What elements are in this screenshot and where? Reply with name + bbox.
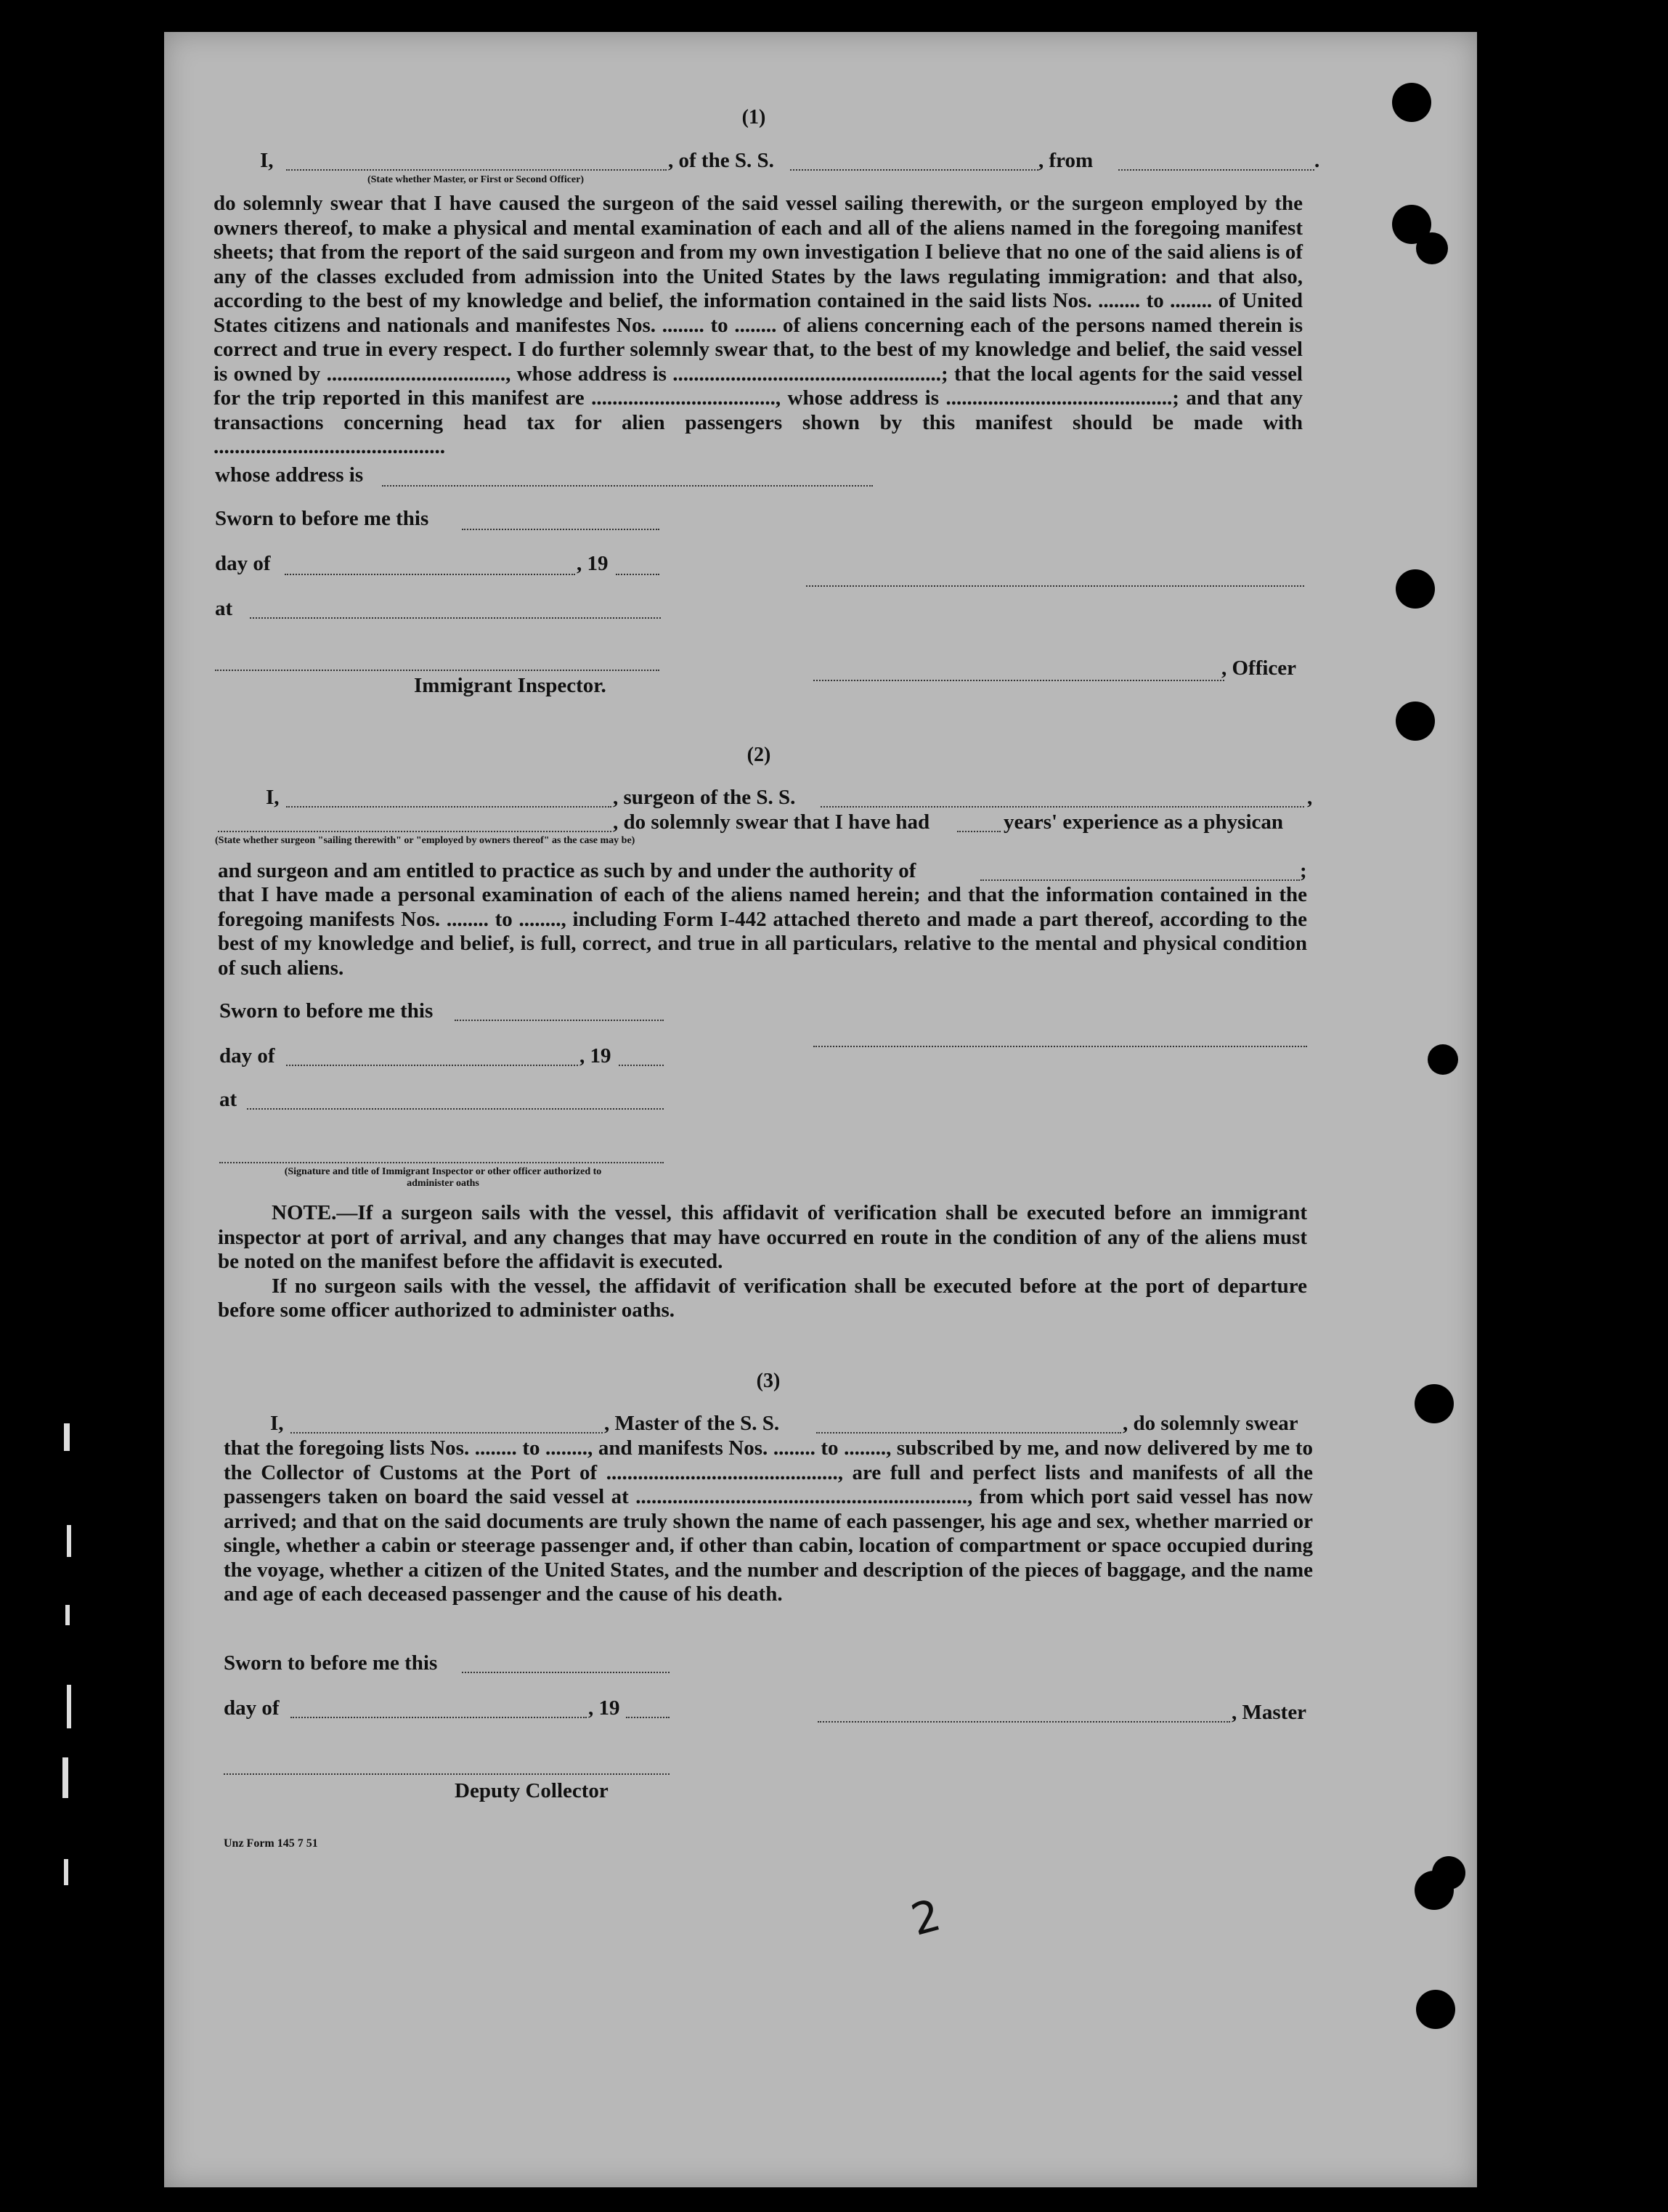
years-experience-field[interactable]	[957, 831, 1001, 832]
sworn-year-field-2[interactable]	[619, 1065, 664, 1066]
punch-hole	[1416, 232, 1448, 264]
sworn-day-field-1[interactable]	[462, 529, 659, 530]
film-edge-mark	[67, 1685, 71, 1728]
at-label-1: at	[215, 597, 233, 620]
sworn-year-field-1[interactable]	[616, 574, 659, 575]
officer-signature-line-2[interactable]	[813, 680, 1224, 681]
punch-hole	[1432, 1856, 1465, 1890]
sworn-day-field-3[interactable]	[462, 1672, 670, 1673]
punch-hole	[1416, 1990, 1455, 2029]
from-port-field[interactable]	[1118, 169, 1314, 171]
day-of-label-3: day of	[224, 1696, 280, 1720]
note-text	[218, 1201, 1307, 1323]
head-tax-address-field[interactable]	[382, 485, 873, 487]
note-paragraph-1: NOTE.—If a surgeon sails with the vessel, this affidavit of verification shall be executed before an immigrant inspector at port of arrival, and any changes that may have occurred en route in the condition of any of the aliens must be noted on the manifest before the affidavit is executed.	[218, 1201, 1307, 1273]
years-experience-label: years' experience as a physican	[1004, 810, 1284, 834]
section-1-number: (1)	[741, 106, 766, 129]
punch-hole	[1392, 83, 1431, 122]
punch-hole	[1396, 569, 1435, 609]
section-2-comma: ,	[1307, 786, 1313, 809]
sworn-label-1: Sworn to before me this	[215, 507, 429, 530]
authority-label: and surgeon and am entitled to practice as such by and under the authority of	[218, 859, 916, 882]
sworn-year-field-3[interactable]	[626, 1717, 670, 1718]
year-label-2: , 19	[579, 1044, 611, 1068]
form-number: Unz Form 145 7 51	[224, 1837, 318, 1850]
surgeon-of-ss-label: , surgeon of the S. S.	[613, 786, 796, 809]
year-label-1: , 19	[577, 552, 609, 575]
film-edge-mark	[65, 1605, 70, 1625]
section-3-oath-text	[224, 1436, 1313, 1607]
film-edge-mark	[67, 1525, 71, 1557]
sworn-label-3: Sworn to before me this	[224, 1651, 438, 1675]
sworn-place-field-1[interactable]	[250, 617, 661, 619]
section-2-oath-text	[218, 883, 1307, 980]
master-signature-line[interactable]	[818, 1721, 1230, 1723]
authority-semicolon: ;	[1300, 859, 1307, 882]
section-3-number: (3)	[756, 1370, 781, 1392]
section-1-i-label: I,	[260, 149, 274, 172]
sworn-day-field-2[interactable]	[455, 1020, 664, 1021]
section-1-oath-text	[213, 192, 1303, 460]
inspector-signature-line[interactable]	[215, 670, 659, 671]
sworn-month-field-3[interactable]	[290, 1717, 587, 1718]
sworn-label-2: Sworn to before me this	[219, 999, 434, 1022]
master-swear-label: , do solemnly swear	[1123, 1412, 1298, 1435]
sworn-month-field-1[interactable]	[285, 574, 575, 575]
section-2-number: (2)	[746, 744, 771, 766]
whose-address-label: whose address is	[215, 463, 364, 487]
officer-title-field[interactable]	[286, 169, 667, 171]
year-label-3: , 19	[588, 1696, 620, 1720]
vessel-name-field[interactable]	[790, 169, 1038, 171]
punch-hole	[1415, 1384, 1454, 1423]
day-of-label-2: day of	[219, 1044, 275, 1068]
day-of-label-1: day of	[215, 552, 271, 575]
administering-officer-signature-line[interactable]	[219, 1162, 664, 1163]
section-3-i-label: I,	[270, 1412, 284, 1435]
handwritten-page-number: 2	[906, 1890, 946, 1946]
surgeon-name-field[interactable]	[286, 806, 611, 808]
film-edge-mark	[64, 1423, 70, 1451]
section-1-period: .	[1314, 149, 1320, 172]
punch-hole	[1396, 702, 1435, 741]
section-2-body: that I have made a personal examination of each of the aliens named herein; and that the information contained in the foregoing manifests Nos. ........ to ........, including Form I-442 attached thereto and made a part thereof, according to the best of my knowledge and belief, is full, correct, and true in all particulars, relative to the mental and physical condition of such aliens.	[218, 883, 1307, 980]
officer-label: , Officer	[1221, 656, 1297, 680]
note-paragraph-2: If no surgeon sails with the vessel, the affidavit of verification shall be executed before at the port of departure before some officer authorized to administer oaths.	[218, 1274, 1307, 1322]
punch-hole	[1428, 1044, 1458, 1075]
section-2-i-label: I,	[266, 786, 280, 809]
section-3-body: that the foregoing lists Nos. ........ to ........, and manifests Nos. ........ to ........, subscribed by me, and now delivered by me to the Collector of Customs at the Port of ............................................, are full and perfect lists and manifests of all the passengers taken on board the said vessel at ..............................................................., from which port said vessel has now arrived; and that on the said documents are truly shown the name of each passenger, his age and sex, whether married or single, whether a cabin or steerage passenger and, if other than cabin, location of compartment or space occupied during the voyage, whether a citizen of the United States, and the number and description of the pieces of baggage, and the name and age of each deceased passenger and the cause of his death.	[224, 1436, 1313, 1606]
immigrant-inspector-label: Immigrant Inspector.	[414, 674, 606, 697]
officer-signature-line-1[interactable]	[806, 585, 1304, 587]
section-1-ss-label: , of the S. S.	[668, 149, 774, 172]
surgeon-status-caption: (State whether surgeon "sailing therewith" or "employed by owners thereof" as the case may be)	[215, 835, 635, 846]
film-edge-mark	[62, 1757, 68, 1798]
section-1-body: do solemnly swear that I have caused the surgeon of the said vessel sailing therewith, or the surgeon employed by the owners thereof, to make a physical and mental examination of each and all of the aliens named in the foregoing manifest sheets; that from the report of the said surgeon and from my own investigation I believe that no one of the said aliens is of any of the classes excluded from admission into the United States by the laws regulating immigration: and that also, according to the best of my knowledge and belief, the information contained in the said lists Nos. ........ to ........ of United States citizens and nationals and manifestes Nos. ........ to ........ of aliens concerning each of the persons named therein is correct and true in every respect. I do further solemnly swear that, to the best of my knowledge and belief, the said vessel is owned by .................................., whose address is ...................................................; that the local agents for the said vessel for the trip reported in this manifest are ..................................., whose address is ...........................................; and that any transactions concerning head tax for alien passengers shown by this manifest should be made with ............................................	[213, 192, 1303, 458]
film-edge-mark	[64, 1859, 68, 1885]
section-1-from-label: , from	[1038, 149, 1094, 172]
master-of-ss-label: , Master of the S. S.	[604, 1412, 780, 1435]
surgeon-vessel-field[interactable]	[821, 806, 1304, 808]
master-label: , Master	[1232, 1701, 1307, 1724]
master-name-field[interactable]	[290, 1432, 603, 1434]
deputy-collector-label: Deputy Collector	[455, 1779, 609, 1802]
deputy-collector-signature-line[interactable]	[224, 1773, 670, 1775]
authority-field[interactable]	[980, 879, 1300, 881]
signature-caption: (Signature and title of Immigrant Inspector or other officer authorized to administer oaths	[284, 1166, 602, 1189]
officer-title-caption: (State whether Master, or First or Second Officer)	[367, 174, 585, 185]
surgeon-status-field[interactable]	[218, 831, 611, 832]
at-label-2: at	[219, 1088, 237, 1111]
surgeon-swear-label: , do solemnly swear that I have had	[613, 810, 930, 834]
sworn-place-field-2[interactable]	[247, 1108, 664, 1110]
master-vessel-field[interactable]	[816, 1432, 1121, 1434]
sworn-month-field-2[interactable]	[286, 1065, 578, 1066]
surgeon-signature-line[interactable]	[813, 1046, 1307, 1047]
